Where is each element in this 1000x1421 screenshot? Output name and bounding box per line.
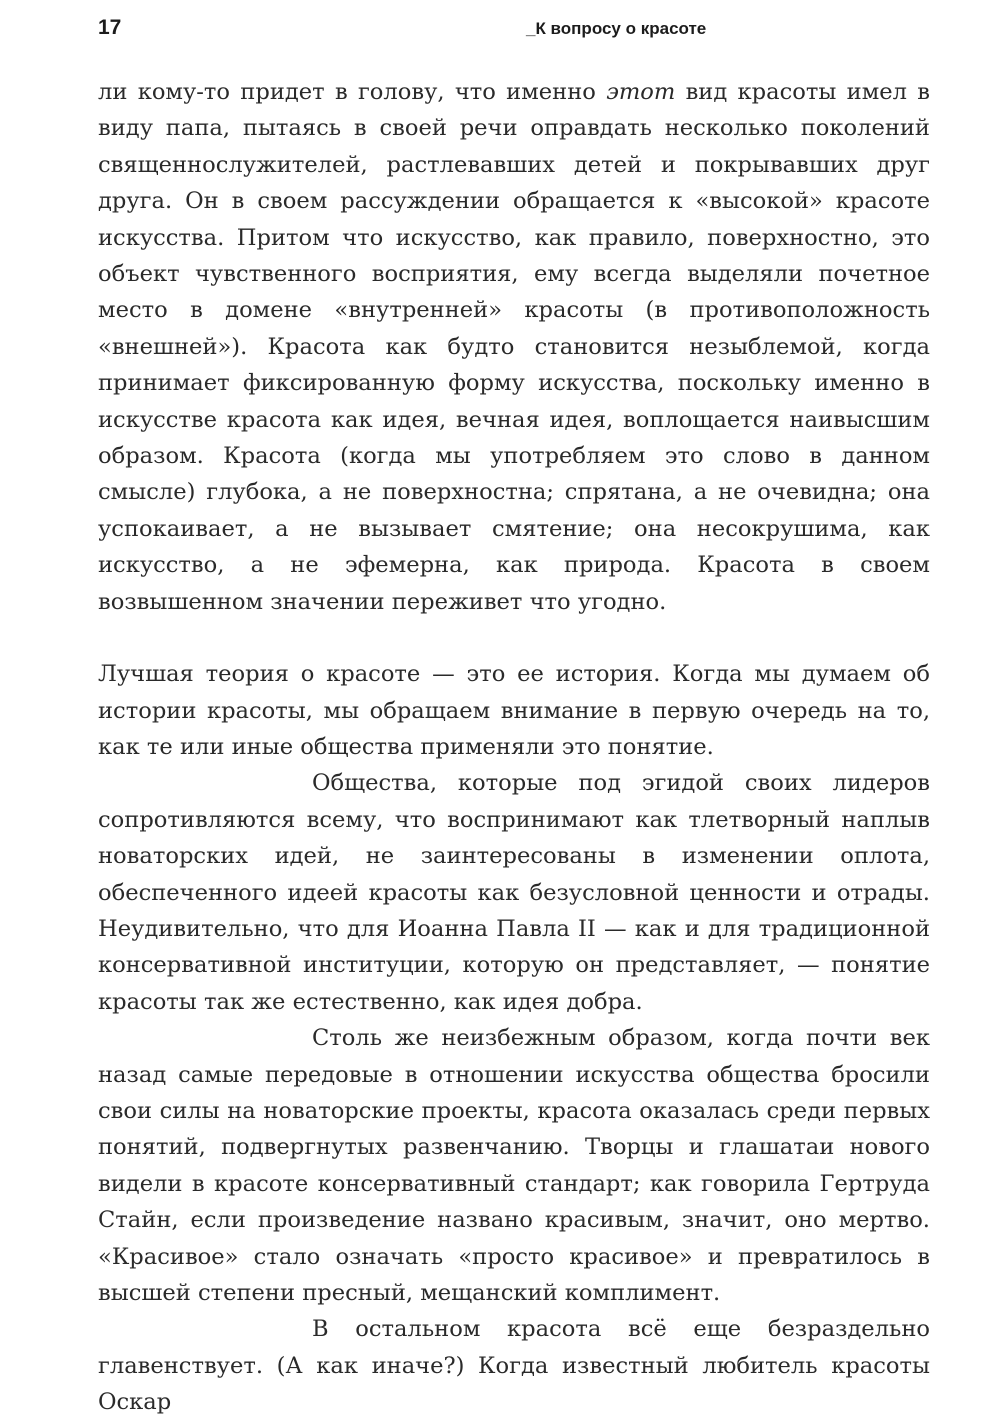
paragraph-1-text-end: вид красоты имел в виду папа, пытаясь в своей речи оправдать несколько поколений священнослужителей, растлевавших детей и покрывавших друг друга. Он в своем рассуждении обращается к «высокой» красоте искусства. Притом что искусство, как правило, поверхностно, это объект чувственного восприятия, ему всегда выделяли почетное место в домене «внутренней» красоты (в противоположность «внешней»). Красота как будто становится незыблемой, когда принимает фиксированную форму искусства, поскольку именно в искусстве красота как идея, вечная идея, воплощается наивысшим образом. Красота (когда мы употребляем это слово в данном смысле) глубока, а не поверхностна; спрятана, а не очевидна; она успокаивает, а не вызывает смятение; она несокрушима, как искусство, а не эфемерна, как природа. Красота в своем возвышенном значении переживет что угодно. — [98, 79, 930, 615]
paragraph-1-text-start: ли кому-то придет в голову, что именно — [98, 79, 607, 105]
page-header — [98, 16, 930, 44]
paragraph-5: В остальном красота всё еще безраздельно главенствует. (А как иначе?) Когда известный любитель красоты Оскар — [98, 1316, 930, 1416]
running-title: _К вопросу о красоте — [526, 19, 707, 38]
paragraph-4: Столь же неизбежным образом, когда почти век назад самые передовые в отношении искусства общества бросили свои силы на новаторские проекты, красота оказалась среди первых понятий, подвергнутых развенчанию. Творцы и глашатаи нового видели в красоте консервативный стандарт; как говорила Гертруда Стайн, если произведение названо красивым, значит, оно мертво. «Красивое» стало означать «просто красивое» и превратилось в высшей степени пресный, мещанский комплимент. — [98, 1025, 930, 1306]
page-number: 17 — [98, 16, 122, 39]
paragraph-1-emphasis: этот — [606, 79, 676, 105]
paragraph-1 — [98, 74, 930, 620]
page-body — [98, 74, 930, 1421]
paragraph-2: Лучшая теория о красоте — это ее история. Когда мы думаем об истории красоты, мы обращаем внимание в первую очередь на то, как те или иные общества применяли это понятие. — [98, 661, 930, 760]
paragraph-3: Общества, которые под эгидой своих лидеров сопротивляются всему, что воспринимают как тлетворный наплыв новаторских идей, не заинтересованы в изменении оплота, обеспеченного идеей красоты как безусловной ценности и отрады. Неудивительно, что для Иоанна Павла II — как и для традиционной консервативной институции, которую он представляет, — понятие красоты так же естественно, как идея добра. — [98, 770, 930, 1015]
